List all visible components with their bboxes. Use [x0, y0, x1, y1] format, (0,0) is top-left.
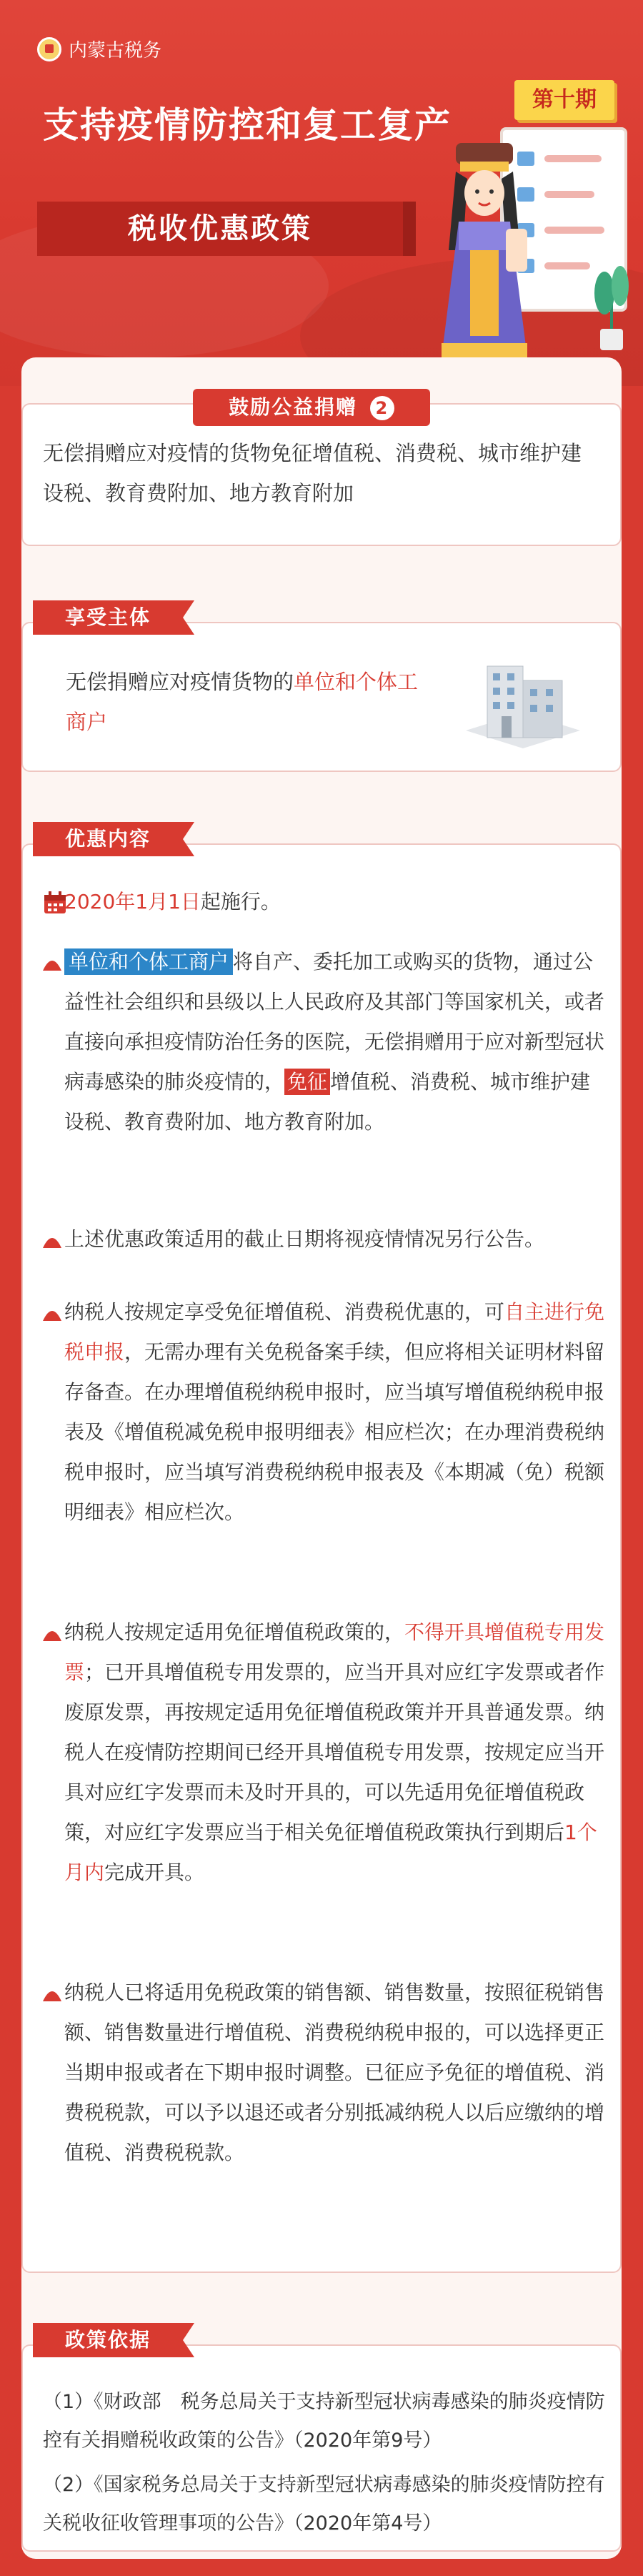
benefit-paragraph-2: 上述优惠政策适用的截止日期将视疫情情况另行公告。	[64, 1227, 545, 1251]
p3-text-a: 纳税人按规定享受免征增值税、消费税优惠的，可	[64, 1300, 505, 1324]
benefit-paragraph-3	[64, 1292, 607, 1532]
bullet-icon	[41, 1987, 63, 2003]
basis-card	[21, 2344, 622, 2552]
effective-date	[64, 882, 607, 922]
basis-tag: 政策依据	[33, 2323, 183, 2357]
brand-logo	[37, 36, 161, 62]
subject-text-prefix: 无偿捐赠应对疫情货物的	[66, 670, 294, 694]
p3-text-b: ，无需办理有关免税备案手续，但应将相关证明材料留存备查。在办理增值税纳税申报时，应当填写增值税纳税申报表及《增值税减免税申报明细表》相应栏次；在办理消费税纳税申报时，应当填写消费税纳税申报表及《本期减（免）税额明细表》相应栏次。	[64, 1340, 605, 1524]
donation-text: 无偿捐赠应对疫情的货物免征增值税、消费税、城市维护建设税、教育费附加、地方教育附加	[43, 441, 582, 505]
effective-date-value: 2020年1月1日	[64, 890, 201, 913]
p1-highlight: 单位和个体工商户	[64, 948, 233, 975]
p1-mark: 免征	[284, 1069, 330, 1095]
number-badge-icon	[370, 396, 394, 420]
calendar-icon	[43, 891, 67, 915]
benefit-paragraph-4	[64, 1613, 607, 1893]
brand-name: 内蒙古税务	[69, 40, 162, 61]
donation-tag-number: 2	[375, 398, 389, 418]
building-icon	[459, 645, 587, 752]
p1-text-b: 增值税、消费税、城市维护建设税、教育费附加、地方教育附加。	[64, 1070, 591, 1134]
subject-highlight: 单位和个体工商户	[66, 670, 419, 734]
p4-text-a: 纳税人按规定适用免征增值税政策的，	[64, 1620, 405, 1644]
basis-item-2: （2）《国家税务总局关于支持新型冠状病毒感染的肺炎疫情防控有关税收征收管理事项的公告》（2020年第4号）	[43, 2474, 605, 2535]
content-panel	[21, 357, 622, 2559]
donation-tag-label: 鼓励公益捐赠	[229, 395, 358, 419]
subject-text	[66, 662, 423, 742]
p1-text-a: 将自产、委托加工或购买的货物，通过公益性社会组织和县级以上人民政府及其部门等国家机关，或者直接向承担疫情防治任务的医院，无偿捐赠用于应对新型冠状病毒感染的肺炎疫情的，	[64, 950, 605, 1094]
p3-highlight: 自主进行免税申报	[64, 1300, 605, 1364]
p4-highlight: 不得开具增值税专用发票	[64, 1620, 605, 1684]
p4-text-c: 完成开具。	[104, 1861, 205, 1884]
donation-tag	[193, 389, 430, 426]
basis-item-1: （1）《财政部 税务总局关于支持新型冠状病毒感染的肺炎疫情防控有关捐赠税收政策的公告》（2020年第9号）	[43, 2391, 605, 2452]
benefit-paragraph-5: 纳税人已将适用免税政策的销售额、销售数量，按照征税销售额、销售数量进行增值税、消费税纳税申报的，可以选择更正当期申报或者在下期申报时调整。已征应予免征的增值税、消费税税款，可以予以退还或者分别抵减纳税人以后应缴纳的增值税、消费税税款。	[64, 1981, 605, 2164]
subject-card	[21, 622, 622, 772]
effective-date-suffix: 起施行。	[200, 890, 281, 913]
page-subtitle: 税收优惠政策	[37, 202, 403, 256]
bullet-icon	[41, 1307, 63, 1322]
emblem-icon	[37, 37, 61, 61]
issue-badge: 第十期	[514, 80, 614, 120]
plant-illustration	[590, 257, 633, 350]
p4-highlight-2: 1个月内	[64, 1820, 597, 1884]
bullet-icon	[41, 1627, 63, 1643]
subject-tag: 享受主体	[33, 600, 183, 635]
benefit-paragraph-1	[64, 942, 607, 1142]
mongolian-woman-illustration	[427, 143, 542, 365]
benefit-tag: 优惠内容	[33, 822, 183, 856]
bullet-icon	[41, 956, 63, 972]
bullet-icon	[41, 1234, 63, 1249]
header-banner	[0, 0, 643, 386]
p4-text-b: ；已开具增值税专用发票的，应当开具对应红字发票或者作废原发票，再按规定适用免征增值税政策并开具普通发票。纳税人在疫情防控期间已经开具增值税专用发票，按规定应当开具对应红字发票而未及时开具的，可以先适用免征增值税政策，对应红字发票应当于相关免征增值税政策执行到期后	[64, 1660, 605, 1844]
page-title: 支持疫情防控和复工复产	[43, 104, 452, 146]
